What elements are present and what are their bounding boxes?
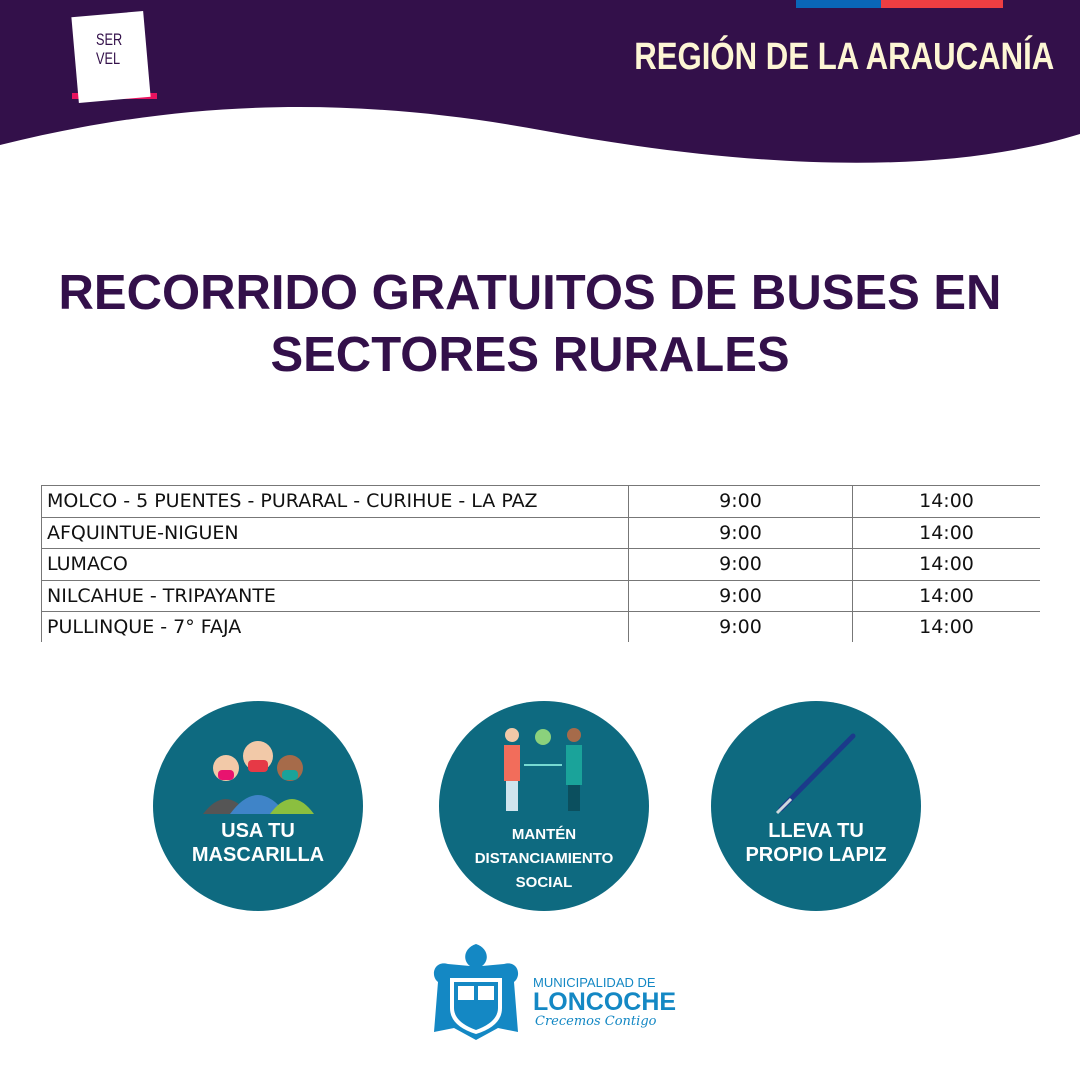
region-title: REGIÓN DE LA ARAUCANÍA (633, 36, 1054, 78)
routes-table (41, 485, 1040, 642)
loncoche-coat-of-arms-icon (428, 942, 524, 1042)
tip-label: SOCIAL (515, 874, 573, 891)
social-distance-icon (494, 723, 594, 815)
tip-label: USA TU (221, 820, 295, 842)
table-row (42, 517, 1041, 549)
time-2: 14:00 (853, 486, 1041, 518)
time-2: 14:00 (853, 549, 1041, 581)
time-2: 14:00 (853, 612, 1041, 643)
pen-icon (771, 731, 861, 816)
header-banner (0, 0, 1080, 170)
time-1: 9:00 (629, 580, 853, 612)
table-row (42, 612, 1041, 643)
tip-mask (153, 701, 363, 911)
time-1: 9:00 (629, 517, 853, 549)
time-1: 9:00 (629, 549, 853, 581)
page-title (0, 262, 1060, 386)
table-row (42, 580, 1041, 612)
people-mask-icon (198, 726, 318, 814)
title-line-2: SECTORES RURALES (270, 328, 790, 382)
route-name: NILCAHUE - TRIPAYANTE (42, 580, 629, 612)
flag-stripe-blue (796, 0, 881, 8)
municipality-name: LONCOCHE (533, 988, 677, 1016)
tip-label: LLEVA TU (768, 820, 864, 842)
time-1: 9:00 (629, 486, 853, 518)
tip-label: MANTÉN (511, 826, 577, 843)
route-name: LUMACO (42, 549, 629, 581)
flag-stripe-red (881, 0, 1003, 8)
time-2: 14:00 (853, 517, 1041, 549)
route-name: PULLINQUE - 7° FAJA (42, 612, 629, 643)
tip-label: PROPIO LAPIZ (745, 844, 887, 866)
municipality-slogan: Crecemos Contigo (535, 1014, 657, 1029)
time-2: 14:00 (853, 580, 1041, 612)
municipality-line-1: MUNICIPALIDAD DE (533, 975, 656, 990)
route-name: AFQUINTUE-NIGUEN (42, 517, 629, 549)
tip-label: MASCARILLA (191, 844, 325, 866)
tip-label: DISTANCIAMIENTO (474, 850, 614, 867)
title-line-1: RECORRIDO GRATUITOS DE BUSES EN (58, 266, 1002, 320)
time-1: 9:00 (629, 612, 853, 643)
municipality-logo (533, 975, 676, 1029)
servel-logo-text: SER VEL (96, 30, 123, 68)
table-row (42, 549, 1041, 581)
tip-pencil (711, 701, 921, 911)
table-row (42, 486, 1041, 518)
tip-distance (439, 701, 649, 911)
route-name: MOLCO - 5 PUENTES - PURARAL - CURIHUE - LA PAZ (42, 486, 629, 518)
